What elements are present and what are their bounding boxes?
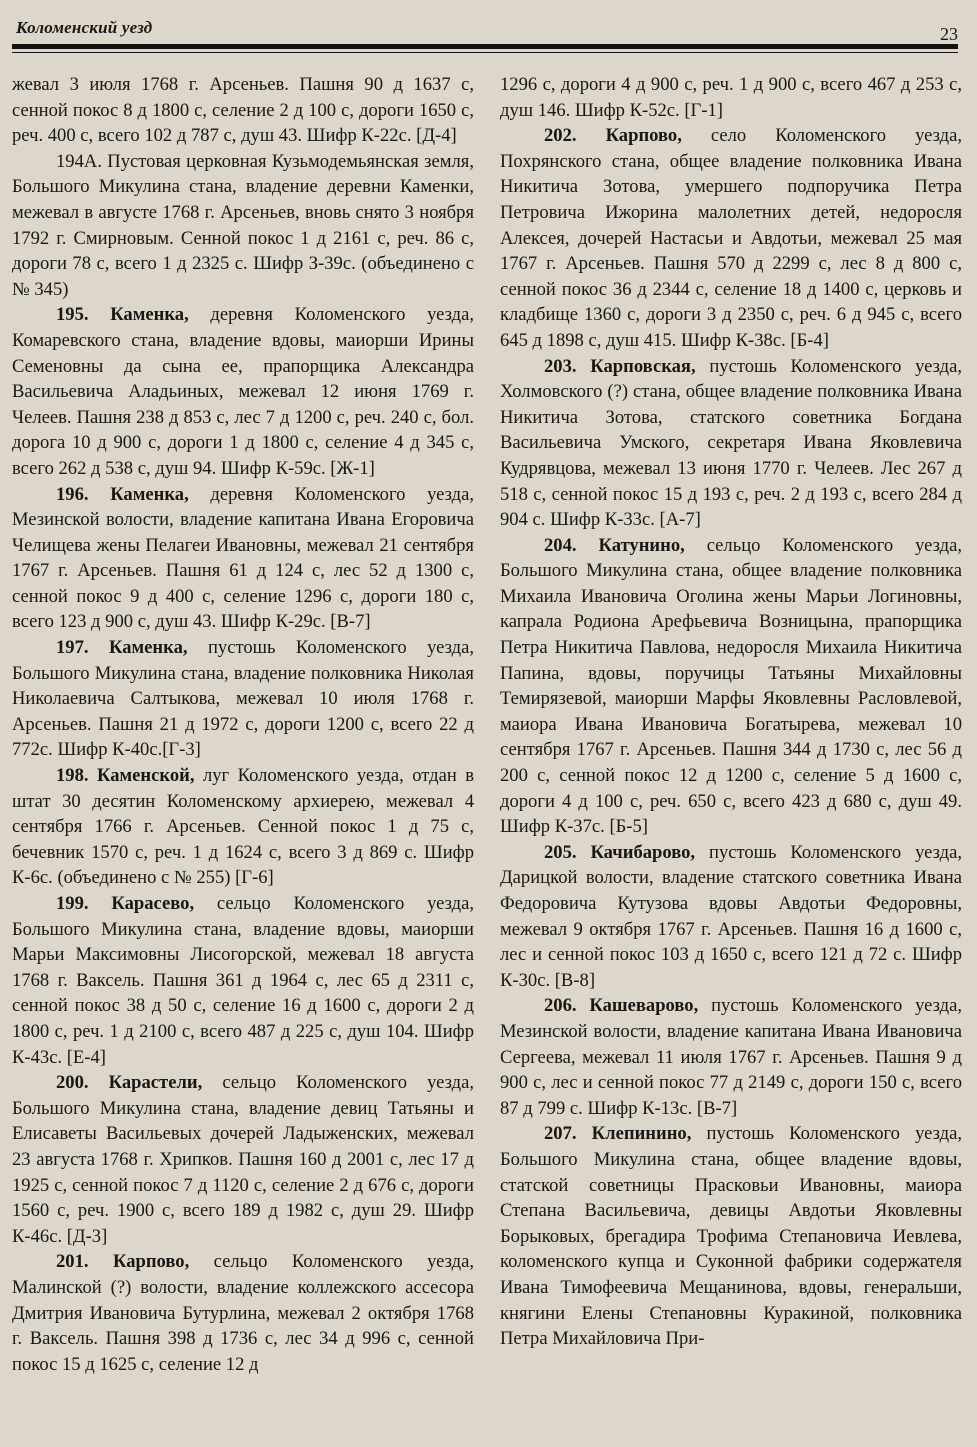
entry-name: 199. Карасево,: [56, 893, 195, 914]
entry: [12, 763, 474, 891]
entry-name: 206. Кашеварово,: [544, 995, 699, 1017]
entry-name: 198. Каменской,: [56, 765, 195, 787]
text-columns: [12, 72, 962, 1377]
entry: [12, 149, 474, 303]
entry-name: 200. Карастели,: [56, 1072, 203, 1094]
header-rule-thin: [12, 52, 958, 53]
entry: [12, 1070, 474, 1249]
page-number: 23: [940, 24, 958, 44]
entry-name: 196. Каменка,: [56, 483, 189, 505]
entry-name: 202. Карпово,: [544, 125, 682, 147]
entry-text: сельцо Коломенского уезда, Большого Микулина стана, общее владение полковника Михаила Ивановича Оголина жены Марьи Логиновны, капрала Родиона Арефьевича Возницына, прапорщика Петра Никитича Павлова, недоросля Михаила Никитича Папина, вдовы, поручицы Татьяны Михайловны Темирязевой, маиорши Марфы Яковлевны Расловлевой, маиора Ивана Ивановича Богатырева, межевал 10 сентября 1767 г. Арсеньев. Пашня 344 д 1730 с, лес 56 д 200 с, сенной покос 12 д 1200 с, селение 5 д 1600 с, дороги 4 д 100 с, реч. 650 с, всего 423 д 680 с, душ 49. Шифр К-37с. [Б-5]: [500, 534, 962, 838]
entry: [12, 302, 474, 481]
entry-text: село Коломенского уезда, Похрянского стана, общее владение полковника Ивана Никитича Зотова, умершего подпоручика Петра Петровича Ижорина малолетних детей, недоросля Алексея, дочерей Настасьи и Авдотьи, межевал 25 мая 1767 г. Арсеньев. Пашня 570 д 2299 с, лес 8 д 800 с, сенной покос 36 д 2344 с, селение 18 д 1400 с, церковь и кладбище 1360 с, дороги 3 д 2350 с, реч. 6 д 945 с, всего 645 д 1898 с, душ 415. Шифр К-38с. [Б-4]: [500, 125, 962, 351]
entry: [500, 1121, 962, 1351]
entry-name: 197. Каменка,: [56, 637, 188, 659]
entry-name: 201. Карпово,: [56, 1251, 190, 1273]
running-title: Коломенский уезд: [16, 18, 153, 37]
entry-text: деревня Коломенского уезда, Мезинской волости, владение капитана Ивана Егоровича Челищева жены Пелагеи Ивановны, межевал 21 сентября 1767 г. Арсеньев. Пашня 61 д 124 с, лес 52 д 1300 с, сенной покос 9 д 400 с, селение 1296 с, дороги 180 с, всего 123 д 900 с, душ 43. Шифр К-29с. [В-7]: [12, 483, 474, 633]
entry: [12, 482, 474, 636]
entry-continued: [500, 72, 962, 123]
entry-text: жевал 3 июля 1768 г. Арсеньев. Пашня 90 д 1637 с, сенной покос 8 д 1800 с, селение 2 д 100 с, дороги 1650 с, реч. 400 с, всего 102 д 787 с, душ 43. Шифр К-22с. [Д-4]: [12, 74, 474, 147]
entry-text: сельцо Коломенского уезда, Большого Микулина стана, владение вдовы, маиорши Марьи Максимовны Лисогорской, межевал 18 августа 1768 г. Ваксель. Пашня 361 д 1964 с, лес 65 д 2311 с, сенной покос 38 д 50 с, селение 16 д 1600 с, дороги 2 д 1800 с, реч. 1 д 2100 с, всего 487 д 225 с, душ 104. Шифр К-43с. [Е-4]: [12, 893, 475, 1068]
entry-text: пустошь Коломенского уезда, Большого Микулина стана, общее владение вдовы, статской советницы Прасковьи Ивановны, маиора Степана Васильевича, девицы Авдотьи Яковлевны Борыковых, брегадира Трофима Степановича Иевлева, коломенского купца и Суконной фабрики содержателя Ивана Тимофеевича Мещанинова, вдовы, генеральши, княгини Елены Степановны Куракиной, полковника Петра Михайловича При-: [500, 1123, 963, 1350]
entry: [500, 533, 962, 840]
entry-text: пустошь Коломенского уезда, Большого Микулина стана, владение полковника Николая Николаевича Салтыкова, межевал 10 июля 1768 г. Арсеньев. Пашня 21 д 1972 с, дороги 1200 с, всего 22 д 772с. Шифр К-40с.[Г-3]: [12, 637, 474, 761]
entry: [500, 840, 962, 994]
entry-name: 205. Качибарово,: [544, 841, 696, 863]
entry-name: 195. Каменка,: [56, 304, 189, 326]
entry-text: пустошь Коломенского уезда, Дарицкой волости, владение статского советника Ивана Федоровича Кутузова вдовы Авдотьи Федоровны, межевал 9 октября 1767 г. Арсеньев. Пашня 16 д 1600 с, лес и сенной покос 103 д 1650 с, всего 121 д 72 с. Шифр К-30с. [В-8]: [500, 841, 963, 991]
entry-text: 194А. Пустовая церковная Кузьмодемьянская земля, Большого Микулина стана, владение деревни Каменки, межевал в августе 1768 г. Арсеньев, вновь снято 3 ноября 1792 г. Смирновым. Сенной покос 1 д 2161 с, реч. 86 с, дороги 78 с, всего 1 д 2325 с. Шифр З-39с. (объединено с № 345): [12, 150, 474, 300]
entry: [500, 354, 962, 533]
entry-name: 207. Клепинино,: [544, 1123, 692, 1145]
entry-text: сельцо Коломенского уезда, Малинской (?) волости, владение коллежского ассесора Дмитрия Ивановича Бутурлина, межевал 2 октября 1768 г. Ваксель. Пашня 398 д 1736 с, лес 34 д 996 с, сенной покос 15 д 1625 с, селение 12 д: [12, 1251, 474, 1375]
entry-text: деревня Коломенского уезда, Комаревского стана, владение вдовы, маиорши Ирины Семеновны да сына ее, прапорщика Александра Васильевича Аладьиных, межевал 12 июня 1769 г. Челеев. Пашня 238 д 853 с, лес 7 д 1200 с, реч. 240 с, бол. дорога 10 д 900 с, дороги 1 д 1800 с, селение 4 д 345 с, всего 262 д 538 с, душ 94. Шифр К-59с. [Ж-1]: [12, 304, 474, 479]
entry-text: луг Коломенского уезда, отдан в штат 30 десятин Коломенскому архиерею, межевал 4 сентября 1766 г. Арсеньев. Сенной покос 1 д 75 с, бечевник 1570 с, реч. 1 д 1624 с, всего 3 д 869 с. Шифр К-6с. (объединено с № 255) [Г-6]: [12, 765, 475, 889]
entry: [500, 123, 962, 353]
entry-text: пустошь Коломенского уезда, Мезинской волости, владение капитана Ивана Ивановича Сергеева, межевал 11 июля 1767 г. Арсеньев. Пашня 9 д 900 с, лес и сенной покос 77 д 2149 с, дороги 150 с, всего 87 д 799 с. Шифр К-13с. [В-7]: [500, 995, 962, 1119]
header-rule-thick: [12, 44, 958, 49]
page-header: [12, 18, 958, 52]
right-column: [500, 72, 962, 1377]
entry-continued: [12, 72, 474, 149]
left-column: [12, 72, 474, 1377]
entry-text: пустошь Коломенского уезда, Холмовского (?) стана, общее владение полковника Ивана Никитича Зотова, статского советника Богдана Васильевича Умского, секретаря Ивана Яковлевича Кудрявцова, межевал 13 июня 1770 г. Челеев. Лес 267 д 518 с, сенной покос 15 д 193 с, реч. 2 д 193 с, всего 284 д 904 с. Шифр К-33с. [А-7]: [500, 355, 962, 531]
entry: [12, 891, 474, 1070]
entry-text: 1296 с, дороги 4 д 900 с, реч. 1 д 900 с, всего 467 д 253 с, душ 146. Шифр К-52с. [Г-1]: [500, 74, 962, 121]
entry-text: сельцо Коломенского уезда, Большого Микулина стана, владение девиц Татьяны и Елисаветы Васильевых дочерей Ладыженских, межевал 23 августа 1768 г. Хрипков. Пашня 160 д 2001 с, лес 17 д 1925 с, сенной покос 7 д 1120 с, селение 2 д 676 с, дороги 1560 с, реч. 1900 с, всего 189 д 1982 с, душ 29. Шифр К-46с. [Д-3]: [12, 1072, 475, 1247]
entry: [500, 993, 962, 1121]
entry-name: 204. Катунино,: [544, 534, 685, 556]
entry: [12, 1249, 474, 1377]
entry: [12, 635, 474, 763]
entry-name: 203. Карповская,: [544, 355, 696, 377]
